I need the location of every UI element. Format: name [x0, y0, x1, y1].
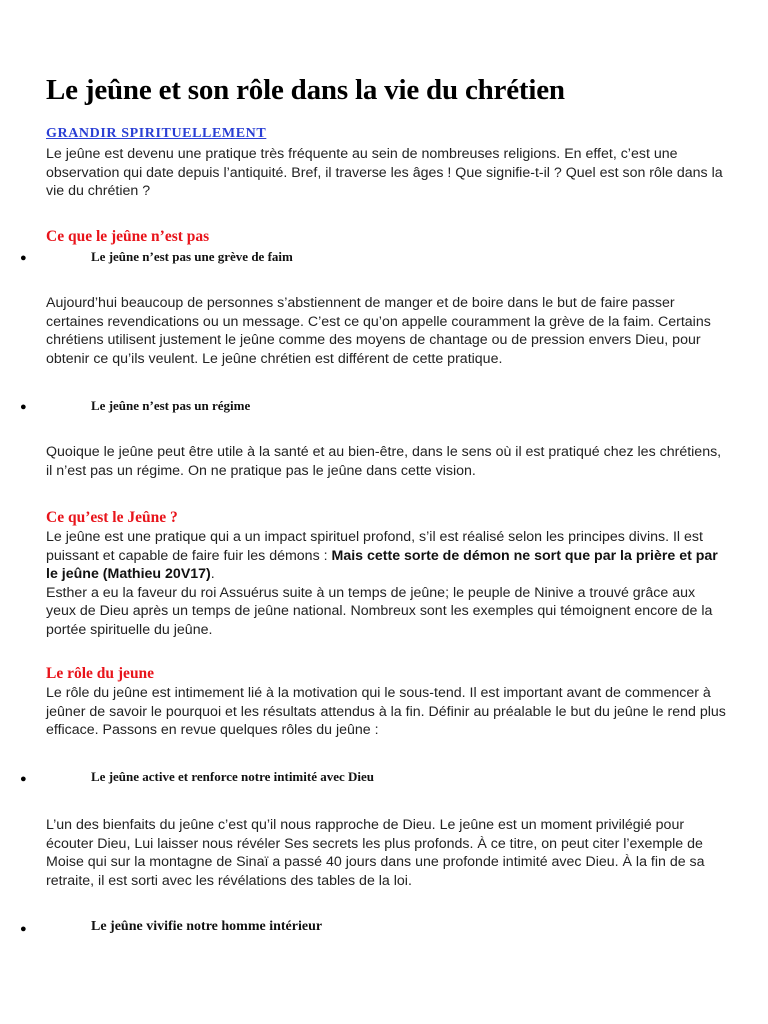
section-heading-role-of-fasting: Le rôle du jeune [46, 665, 155, 682]
section-heading-what-fasting-is: Ce qu’est le Jeûne ? [46, 509, 178, 526]
bullet-icon: ● [20, 252, 27, 264]
category-link[interactable]: GRANDIR SPIRITUELLEMENT [46, 126, 267, 141]
paragraph-examples: Esther a eu la faveur du roi Assuérus suite à un temps de jeûne; le peuple de Ninive a trouvé grâce aux yeux de Dieu après un temps de jeûne national. Nombreux sont les exemples qui témoignent encore de la portée spirituelle du jeûne. [46, 584, 713, 638]
article-title: Le jeûne et son rôle dans la vie du chrétien [46, 74, 565, 106]
subheading-intimacy-with-god: Le jeûne active et renforce notre intimité avec Dieu [91, 769, 375, 784]
paragraph-hunger-strike: Aujourd’hui beaucoup de personnes s’abstiennent de manger et de boire dans le but de faire passer certaines revendications ou un message. C’est ce qu’on appelle couramment la grève de la faim. Certains chrétiens utilisent justement le jeûne comme des moyens de chantage ou de pression envers Dieu, pour obtenir ce qu’ils veulent. Le jeûne chrétien est différent de cette pratique. [46, 295, 711, 367]
subheading-not-hunger-strike: Le jeûne n’est pas une grève de faim [91, 249, 293, 264]
intro-paragraph: Le jeûne est devenu une pratique très fréquente au sein de nombreuses religions. En effet, c’est une observation qui date depuis l’antiquité. Bref, il traverse les âges ! Que signifie-t-il ? Quel est son rôle dans la vie du chrétien ? [46, 146, 723, 199]
section-heading-what-fasting-is-not: Ce que le jeûne n’est pas [46, 228, 210, 245]
bullet-icon: ● [20, 773, 27, 785]
subheading-not-diet: Le jeûne n’est pas un régime [91, 398, 251, 413]
paragraph-role-of-fasting: Le rôle du jeûne est intimement lié à la motivation qui le sous-tend. Il est important avant de commencer à jeûner de savoir le pourquoi et les résultats attendus à la fin. Définir au préalable le but du jeûne le rend plus efficace. Passons en revue quelques rôles du jeûne : [46, 685, 726, 738]
paragraph-intimacy-with-god: L’un des bienfaits du jeûne c’est qu’il nous rapproche de Dieu. Le jeûne est un moment privilégié pour écouter Dieu, Lui laisser nous révéler Ses secrets les plus profonds. À ce titre, on peut citer l’exemple de Moise qui sur la montagne de Sinaï a passé 40 jours dans une profonde intimité avec Dieu. À la fin de sa retraite, il est sorti avec les révélations des tables de la loi. [46, 817, 705, 889]
text-start: Le jeûne est une pratique qui a un impact spirituel profond, s’il est réalisé selon les principes divins. Il est puissant et capable de faire fuir les démons : [46, 529, 703, 564]
text-end: . [210, 566, 215, 582]
bible-quote: Mais cette sorte de démon ne sort que par la prière et par le jeûne (Mathieu 20V17) [46, 547, 718, 582]
subheading-inner-man: Le jeûne vivifie notre homme intérieur [91, 919, 323, 934]
bullet-icon: ● [20, 923, 27, 935]
paragraph-what-fasting-is [46, 528, 726, 639]
bullet-icon: ● [20, 401, 27, 413]
paragraph-diet: Quoique le jeûne peut être utile à la santé et au bien-être, dans le sens où il est pratiqué chez les chrétiens, il n’est pas un régime. On ne pratique pas le jeûne dans cette vision. [46, 444, 722, 479]
